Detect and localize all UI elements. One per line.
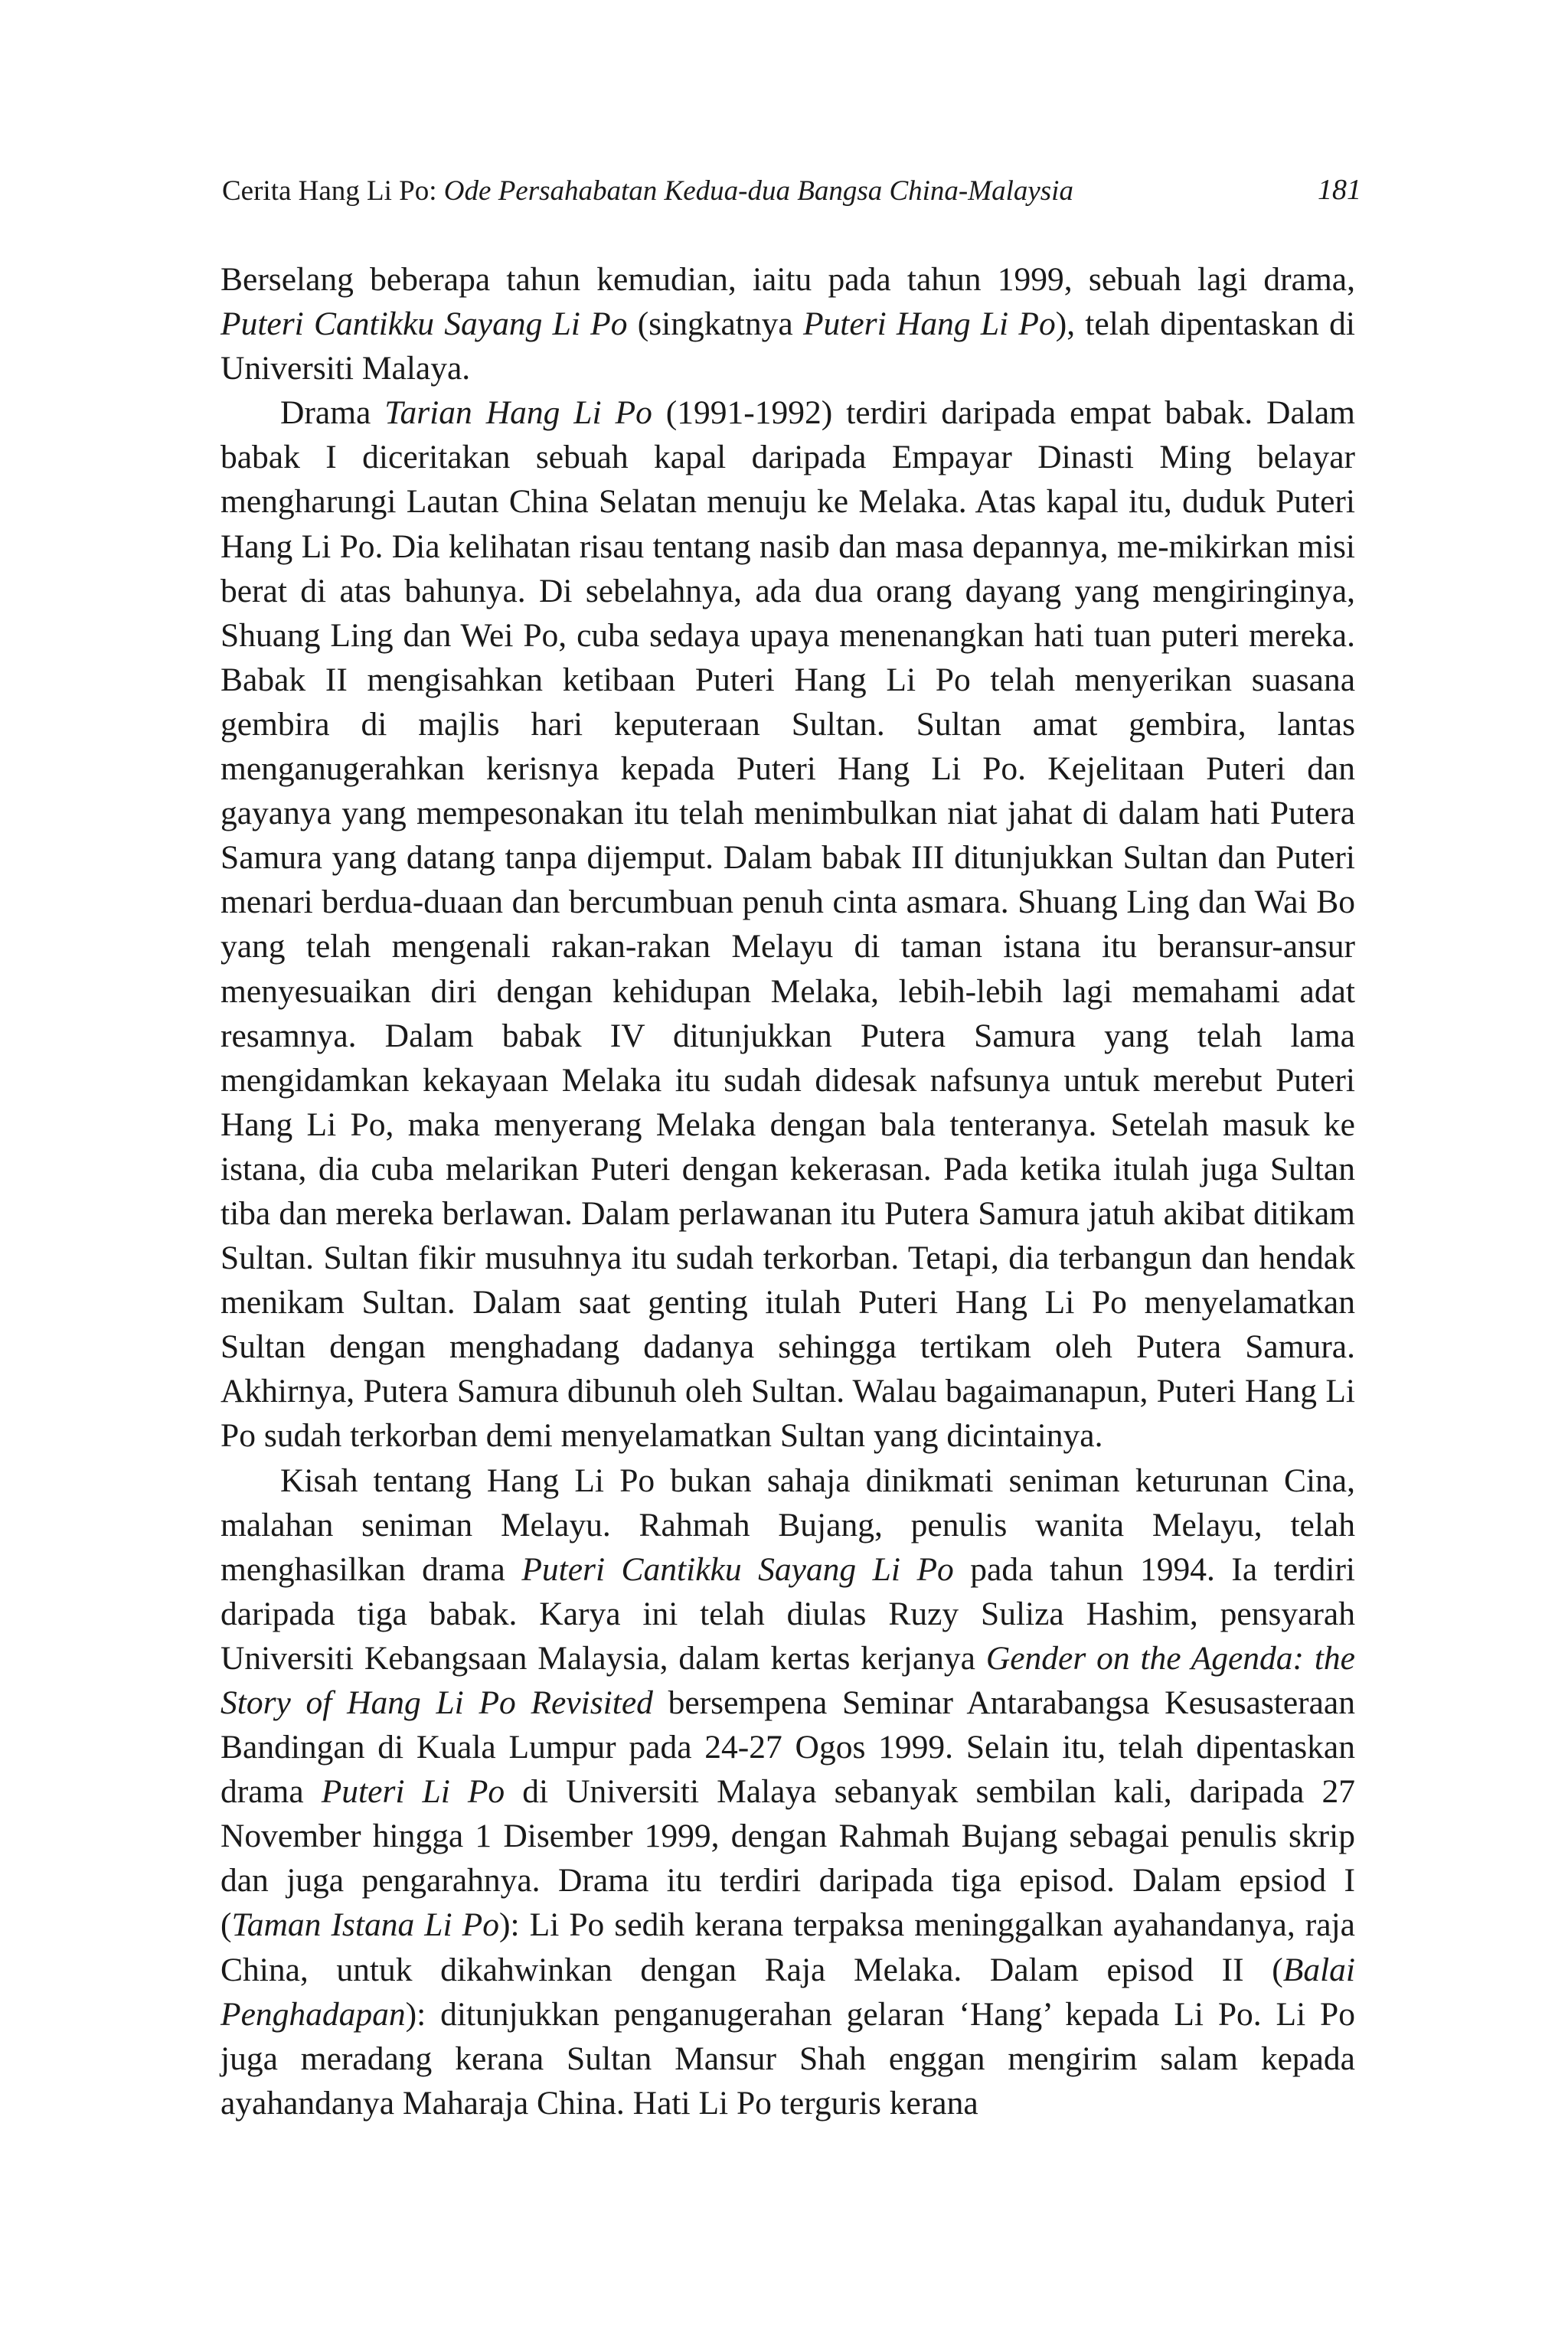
paragraph-text: ): Li Po sedih kerana terpaksa meninggalkan ayahandanya, raja China, untuk dikahwinkan dengan Raja Melaka. Dalam episod II ( (220, 1906, 1355, 1988)
italic-title-text: Puteri Cantikku Sayang Li Po (521, 1550, 954, 1588)
paragraph-text: pada tahun 1994. Ia terdiri daripada tiga babak. Karya ini telah diulas Ruzy Suliza Hashim, pensyarah Universiti Kebangsaan Malaysia, dalam kertas kerjanya (220, 1550, 1356, 1677)
italic-title-text: Puteri Li Po (321, 1773, 505, 1811)
italic-title-text: Gender on the Agenda: the Story of Hang Li Po Revisited (220, 1639, 1355, 1721)
paragraph-text: (singkatnya (627, 305, 803, 343)
body-text (220, 257, 1355, 2125)
paragraph (220, 390, 1355, 1458)
paragraph-text: Berselang beberapa tahun kemudian, iaitu pada tahun 1999, sebuah lagi drama, (220, 261, 1355, 298)
paragraph-text: ): ditunjukkan penganugerahan gelaran ‘Hang’ kepada Li Po. Li Po juga meradang kerana Sultan Mansur Shah enggan mengirim salam kepada ayahandanya Maharaja China. Hati Li Po terguris kerana (220, 1995, 1355, 2122)
paragraph-text: ), telah dipentaskan di Universiti Malaya. (220, 305, 1355, 387)
paragraph (220, 257, 1355, 390)
paragraph-text: di Universiti Malaya sebanyak sembilan kali, daripada 27 November hingga 1 Disember 1999, dengan Rahmah Bujang sebagai penulis skrip dan juga pengarahnya. Drama itu terdiri daripada tiga episod. Dalam epsiod I ( (220, 1773, 1355, 1944)
italic-title-text: Puteri Hang Li Po (802, 305, 1056, 343)
running-head-title: Cerita Hang Li Po: (222, 175, 444, 207)
paragraph-text: (1991-1992) terdiri daripada empat babak. Dalam babak I diceritakan sebuah kapal daripada Empayar Dinasti Ming belayar mengharungi Lautan China Selatan menuju ke Melaka. Atas kapal itu, duduk Puteri Hang Li Po. Dia kelihatan risau tentang nasib dan masa depannya, me-mikirkan misi berat di atas bahunya. Di sebelahnya, ada dua orang dayang yang mengiringinya, Shuang Ling dan Wei Po, cuba sedaya upaya menenangkan hati tuan puteri mereka. Babak II mengisahkan ketibaan Puteri Hang Li Po telah menyerikan suasana gembira di majlis hari keputeraan Sultan. Sultan amat gembira, lantas menganugerahkan kerisnya kepada Puteri Hang Li Po. Kejelitaan Puteri dan gayanya yang mempesonakan itu telah menimbulkan niat jahat di dalam hati Putera Samura yang datang tanpa dijemput. Dalam babak III ditunjukkan Sultan dan Puteri menari berdua-duaan dan bercumbuan penuh cinta asmara. Shuang Ling dan Wai Bo yang telah mengenali rakan-rakan Melayu di taman istana itu beransur-ansur menyesuaikan diri dengan kehidupan Melaka, lebih-lebih lagi memahami adat resamnya. Dalam babak IV ditunjukkan Putera Samura yang telah lama mengidamkan kekayaan Melaka itu sudah didesak nafsunya untuk merebut Puteri Hang Li Po, maka menyerang Melaka dengan bala tenteranya. Setelah masuk ke istana, dia cuba melarikan Puteri dengan kekerasan. Pada ketika itulah juga Sultan tiba dan mereka berlawan. Dalam perlawanan itu Putera Samura jatuh akibat ditikam Sultan. Sultan fikir musuhnya itu sudah terkorban. Tetapi, dia terbangun dan hendak menikam Sultan. Dalam saat genting itulah Puteri Hang Li Po menyelamatkan Sultan dengan menghadang dadanya sehingga tertikam oleh Putera Samura. Akhirnya, Putera Samura dibunuh oleh Sultan. Walau bagaimanapun, Puteri Hang Li Po sudah terkorban demi menyelamatkan Sultan yang dicintainya. (220, 394, 1355, 1455)
running-head (222, 175, 1370, 208)
italic-title-text: Taman Istana Li Po (231, 1906, 499, 1944)
page-number: 181 (1318, 174, 1361, 206)
running-head-subtitle: Ode Persahabatan Kedua-dua Bangsa China-Malaysia (443, 175, 1073, 207)
italic-title-text: Tarian Hang Li Po (384, 394, 652, 432)
paragraph (220, 1459, 1355, 2125)
paragraph-text: Kisah tentang Hang Li Po bukan sahaja dinikmati seniman keturunan Cina, malahan seniman Melayu. Rahmah Bujang, penulis wanita Melayu, telah menghasilkan drama (220, 1462, 1355, 1588)
paragraph-text: Drama (280, 394, 385, 432)
italic-title-text: Balai Penghadapan (220, 1951, 1355, 2033)
italic-title-text: Puteri Cantikku Sayang Li Po (220, 305, 628, 343)
paragraph-text: bersempena Seminar Antarabangsa Kesusasteraan Bandingan di Kuala Lumpur pada 24-27 Ogos 1999. Selain itu, telah dipentaskan drama (220, 1684, 1355, 1811)
